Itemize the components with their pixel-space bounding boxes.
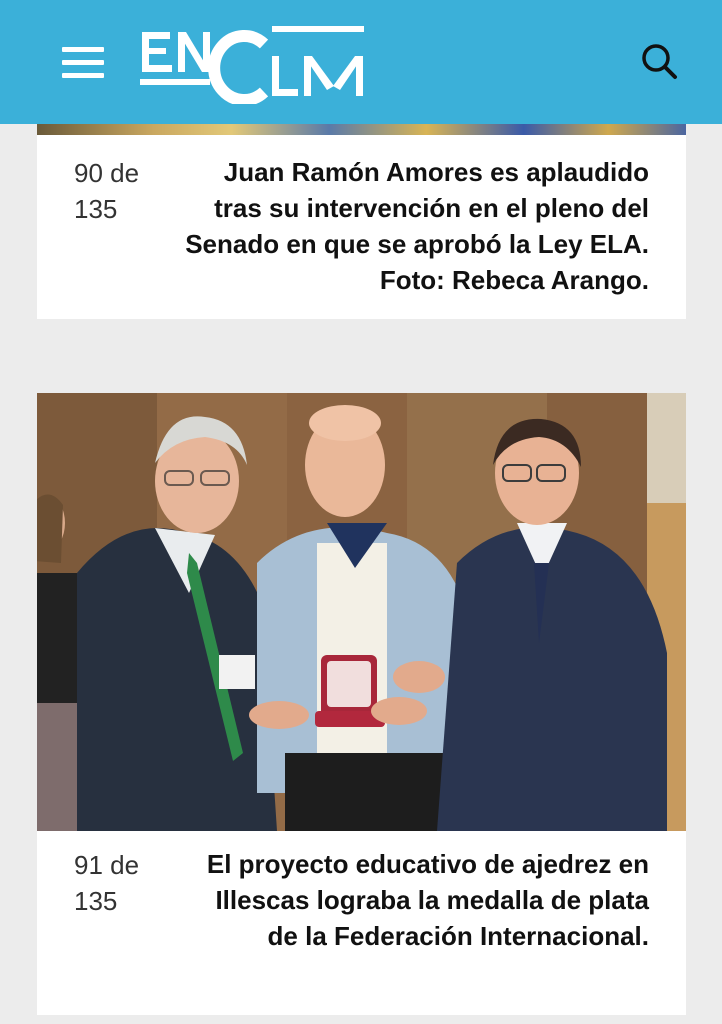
counter-current: 91 de (74, 850, 140, 880)
gallery-counter (74, 847, 164, 919)
award-photo-illustration (37, 393, 686, 831)
photo-caption: El proyecto educativo de ajedrez en Illescas lograba la medalla de plata de la Federación Internacional. (206, 849, 649, 951)
photo-caption: Juan Ramón Amores es aplaudido tras su intervención en el pleno del Senado en que se aprobó la Ley ELA. Foto: Rebeca Arango. (185, 157, 649, 295)
hamburger-icon-bar (62, 60, 104, 65)
counter-current: 90 de (74, 158, 140, 188)
search-button[interactable] (638, 40, 680, 82)
gallery-item (37, 124, 686, 319)
site-logo[interactable] (140, 24, 380, 104)
counter-total: 135 (74, 886, 118, 916)
gallery-photo[interactable] (37, 393, 686, 831)
enclm-logo (140, 24, 380, 104)
counter-total: 135 (74, 194, 118, 224)
gallery-item (37, 393, 686, 1015)
hamburger-icon (62, 47, 104, 52)
hamburger-menu-button[interactable] (62, 44, 106, 82)
gallery-counter (74, 155, 164, 227)
site-header (0, 0, 722, 124)
hamburger-icon-bar (62, 73, 104, 78)
search-icon (638, 40, 680, 82)
gallery-photo-bottom-edge[interactable] (37, 124, 686, 135)
